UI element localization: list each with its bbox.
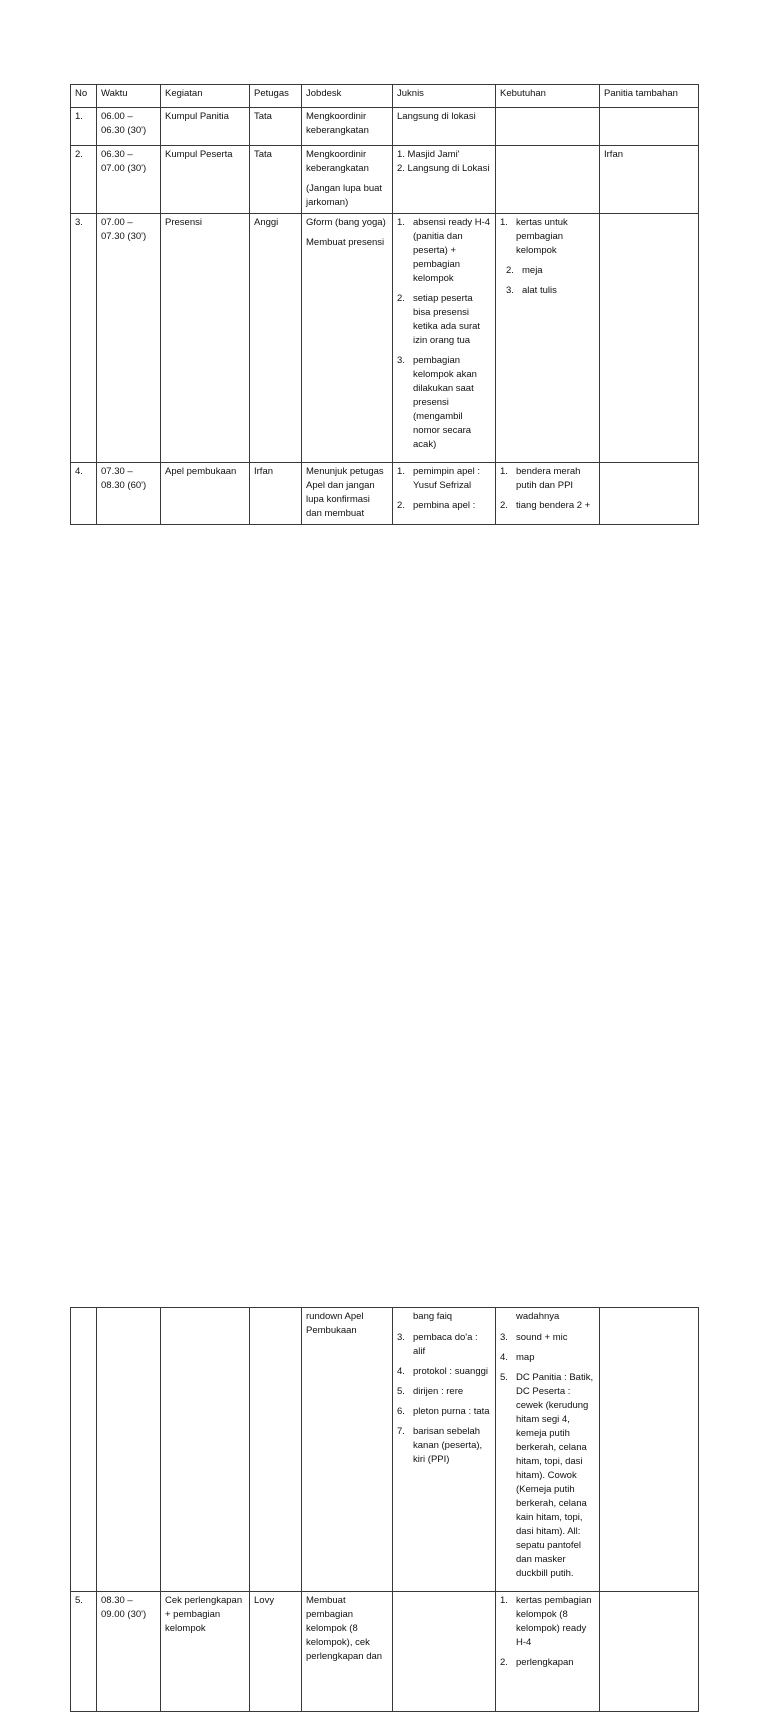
cell-jobdesk: Menunjuk petugas Apel dan jangan lupa konfirmasi dan membuat [302, 463, 393, 525]
list-item: 7. barisan sebelah kanan (peserta), kiri (PPI) [397, 1426, 483, 1465]
cell-petugas: Tata [250, 108, 302, 146]
cell-kebutuhan [496, 1308, 600, 1592]
cell-kebutuhan [496, 463, 600, 525]
table-row [71, 1308, 699, 1592]
cell-jobdesk: rundown Apel Pembukaan [302, 1308, 393, 1592]
cell-waktu: 08.30 – 09.00 (30') [97, 1592, 161, 1712]
cell-no: 1. [71, 108, 97, 146]
table-row [71, 1592, 699, 1712]
kebutuhan-list [500, 465, 595, 513]
juknis-continued-line: bang faiq [413, 1311, 453, 1322]
cell-juknis: Langsung di lokasi [393, 108, 496, 146]
cell-juknis [393, 214, 496, 463]
list-item: 5. DC Panitia : Batik, DC Peserta : cewek (kerudung hitam segi 4, kemeja putih berkerah, celana hitam, topi, dasi hitam). Cowok (Kemeja putih berkerah, celana kain hitam, topi, dasi hitam). All: sepatu pantofel dan masker duckbill putih. [500, 1372, 594, 1579]
list-item: 6. pleton purna : tata [397, 1406, 490, 1417]
header-juknis: Juknis [393, 85, 496, 108]
cell-jobdesk [302, 214, 393, 463]
header-waktu: Waktu [97, 85, 161, 108]
cell-kegiatan: Kumpul Peserta [161, 146, 250, 214]
cell-petugas: Anggi [250, 214, 302, 463]
table-row [71, 146, 699, 214]
cell-waktu: 07.00 – 07.30 (30') [97, 214, 161, 463]
header-kebutuhan: Kebutuhan [496, 85, 600, 108]
header-petugas: Petugas [250, 85, 302, 108]
cell-waktu: 06.00 – 06.30 (30') [97, 108, 161, 146]
cell-jobdesk [302, 146, 393, 214]
list-item: 5. dirijen : rere [397, 1386, 464, 1397]
list-item: 2. tiang bendera 2 + [500, 500, 591, 511]
cell-panitia-tambahan [600, 1308, 699, 1592]
cell-panitia-tambahan [600, 1592, 699, 1712]
jobdesk-line: Membuat presensi [306, 237, 385, 248]
list-item: 2. meja [506, 265, 543, 276]
juknis-line: 1. Masjid Jami' [397, 149, 460, 160]
kebutuhan-list [500, 1594, 595, 1670]
list-item: 2. pembina apel : [397, 500, 476, 511]
list-item: 2. perlengkapan [500, 1657, 574, 1668]
juknis-line: 2. Langsung di Lokasi [397, 163, 490, 174]
juknis-list [397, 1331, 491, 1467]
kebutuhan-list [500, 216, 595, 298]
jobdesk-line: Mengkoordinir keberangkatan [306, 149, 369, 174]
cell-panitia-tambahan: Irfan [600, 146, 699, 214]
cell-kebutuhan [496, 214, 600, 463]
header-kegiatan: Kegiatan [161, 85, 250, 108]
cell-kebutuhan [496, 108, 600, 146]
cell-no: 5. [71, 1592, 97, 1712]
list-item: 1. bendera merah putih dan PPI [500, 466, 581, 491]
header-jobdesk: Jobdesk [302, 85, 393, 108]
cell-panitia-tambahan [600, 214, 699, 463]
table-row [71, 108, 699, 146]
list-item: 1. absensi ready H-4 (panitia dan peserta) + pembagian kelompok [397, 217, 491, 284]
cell-kegiatan: Kumpul Panitia [161, 108, 250, 146]
schedule-table [70, 84, 699, 525]
cell-no: 3. [71, 214, 97, 463]
cell-no: 2. [71, 146, 97, 214]
cell-no [71, 1308, 97, 1592]
list-item: 1. pemimpin apel : Yusuf Sefrizal [397, 466, 481, 491]
kebutuhan-list [500, 1331, 595, 1581]
list-item: 3. pembaca do'a : alif [397, 1332, 478, 1357]
list-item: 1. kertas pembagian kelompok (8 kelompok) ready H-4 [500, 1595, 592, 1648]
list-item: 3. sound + mic [500, 1332, 568, 1343]
cell-petugas [250, 1308, 302, 1592]
schedule-table-continued [70, 1307, 699, 1712]
cell-juknis [393, 1592, 496, 1712]
kebutuhan-continued-line: wadahnya [516, 1311, 560, 1322]
list-item: 2. setiap peserta bisa presensi ketika ada surat izin orang tua [397, 293, 481, 346]
cell-no: 4. [71, 463, 97, 525]
list-item: 4. map [500, 1352, 535, 1363]
table-header-row [71, 85, 699, 108]
table-row [71, 214, 699, 463]
cell-juknis [393, 146, 496, 214]
cell-kegiatan [161, 1308, 250, 1592]
cell-panitia-tambahan [600, 108, 699, 146]
jobdesk-line: Gform (bang yoga) [306, 217, 386, 228]
cell-petugas: Lovy [250, 1592, 302, 1712]
juknis-list [397, 465, 491, 513]
cell-petugas: Tata [250, 146, 302, 214]
document-page-1 [0, 0, 768, 540]
cell-kebutuhan [496, 146, 600, 214]
header-no: No [71, 85, 97, 108]
cell-kebutuhan [496, 1592, 600, 1712]
cell-panitia-tambahan [600, 463, 699, 525]
cell-waktu: 07.30 – 08.30 (60') [97, 463, 161, 525]
juknis-list [397, 216, 491, 452]
cell-jobdesk: Mengkoordinir keberangkatan [302, 108, 393, 146]
cell-waktu [97, 1308, 161, 1592]
list-item: 3. pembagian kelompok akan dilakukan saat presensi (mengambil nomor secara acak) [397, 355, 477, 450]
cell-juknis [393, 463, 496, 525]
cell-waktu: 06.30 – 07.00 (30') [97, 146, 161, 214]
table-row [71, 463, 699, 525]
jobdesk-note: (Jangan lupa buat jarkoman) [306, 183, 383, 208]
document-page-2 [0, 644, 768, 1668]
cell-petugas: Irfan [250, 463, 302, 525]
page-gap [0, 540, 768, 644]
list-item: 3. alat tulis [506, 285, 557, 296]
cell-kegiatan: Presensi [161, 214, 250, 463]
header-panitia-tambahan: Panitia tambahan [600, 85, 699, 108]
cell-jobdesk: Membuat pembagian kelompok (8 kelompok), cek perlengkapan dan [302, 1592, 393, 1712]
list-item: 4. protokol : suanggi [397, 1366, 488, 1377]
cell-kegiatan: Cek perlengkapan + pembagian kelompok [161, 1592, 250, 1712]
cell-kegiatan: Apel pembukaan [161, 463, 250, 525]
cell-juknis [393, 1308, 496, 1592]
list-item: 1. kertas untuk pembagian kelompok [500, 217, 568, 256]
